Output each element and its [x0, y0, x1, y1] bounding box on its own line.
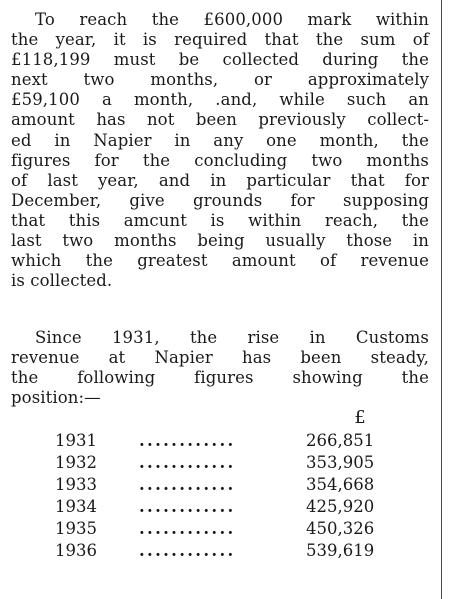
amount-cell: 539,619: [306, 541, 375, 560]
table-row: [0, 430, 441, 452]
text-line: figures for the concluding two months: [11, 150, 429, 170]
table-row: [0, 452, 441, 474]
amount-cell: 450,326: [306, 519, 375, 538]
text-line: next two months, or approximately: [11, 70, 429, 90]
text-line: £59,100 a month, .and, while such an: [11, 90, 429, 110]
column-rule: [441, 0, 442, 599]
text-line: the following figures showing the: [11, 368, 429, 388]
table-row: [0, 474, 441, 496]
dot-leader: ............: [139, 497, 236, 516]
year-cell: 1931: [55, 431, 97, 450]
table-row: [0, 540, 441, 562]
dot-leader: ............: [139, 519, 236, 538]
dot-leader: ............: [139, 453, 236, 472]
amount-cell: 353,905: [306, 453, 375, 472]
text-line: position:—: [11, 388, 101, 408]
dot-leader: ............: [139, 541, 236, 560]
amount-cell: 266,851: [306, 431, 375, 450]
amount-cell: 425,920: [306, 497, 375, 516]
text-line: which the greatest amount of revenue: [11, 251, 429, 271]
table-row: [0, 518, 441, 540]
year-cell: 1934: [55, 497, 97, 516]
text-line: of last year, and in particular that for: [11, 170, 429, 190]
text-line: December, give grounds for supposing: [11, 190, 429, 210]
text-line: Since 1931, the rise in Customs: [35, 328, 429, 347]
paragraph-revenue-target: [11, 10, 429, 291]
table-row: [0, 496, 441, 518]
dot-leader: ............: [139, 431, 236, 450]
text-line: amount has not been previously collect-: [11, 110, 429, 130]
text-line: last two months being usually those in: [11, 231, 429, 251]
paragraph-customs-rise: [11, 328, 429, 408]
amount-cell: 354,668: [306, 475, 375, 494]
text-line: To reach the £600,000 mark within: [35, 10, 429, 29]
text-line: that this amcunt is within reach, the: [11, 210, 429, 230]
text-line: £118,199 must be collected during the: [11, 50, 429, 70]
year-cell: 1932: [55, 453, 97, 472]
text-line: revenue at Napier has been steady,: [11, 348, 429, 368]
text-line: ed in Napier in any one month, the: [11, 130, 429, 150]
year-cell: 1933: [55, 475, 97, 494]
text-line: is collected.: [11, 271, 113, 291]
year-cell: 1935: [55, 519, 97, 538]
text-line: the year, it is required that the sum of: [11, 30, 429, 50]
currency-column-header: £: [354, 407, 366, 428]
year-cell: 1936: [55, 541, 97, 560]
dot-leader: ............: [139, 475, 236, 494]
